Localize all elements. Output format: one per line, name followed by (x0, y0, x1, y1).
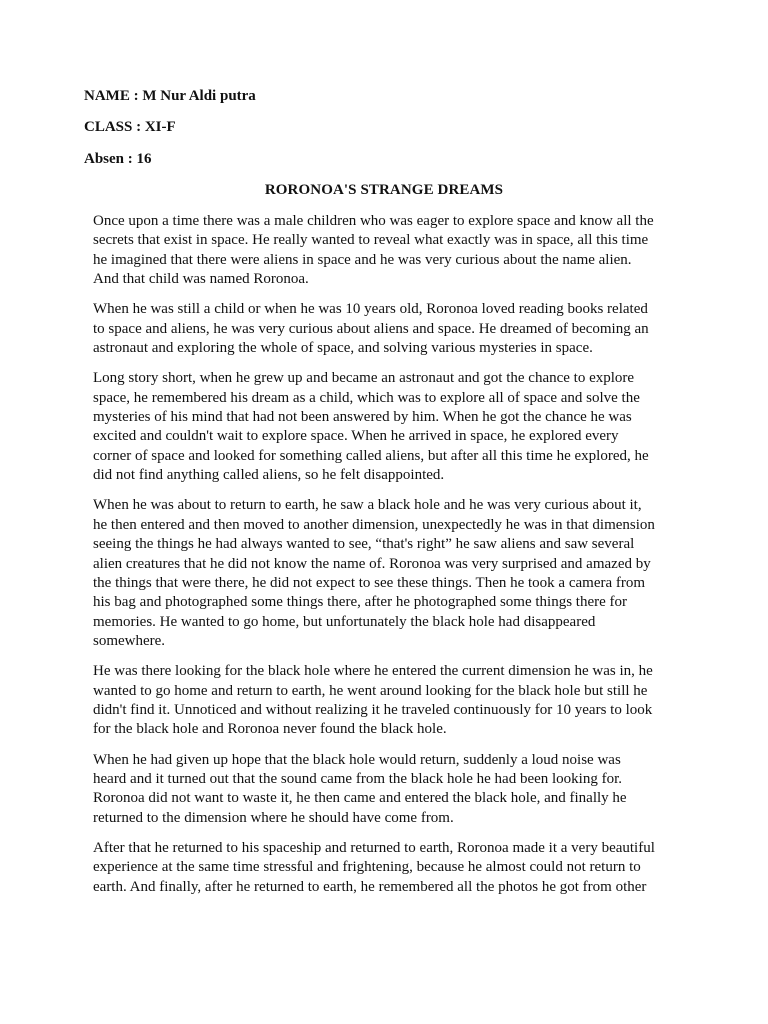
story-paragraph (93, 751, 683, 828)
paragraph-line: secrets that exist in space. He really wanted to reveal what exactly was in space, all this time (93, 232, 649, 249)
story-paragraph (93, 369, 683, 485)
paragraph-line: seeing the things he had always wanted to see, “that's right” he saw aliens and saw several (93, 536, 635, 553)
paragraph-line: And that child was named Roronoa. (93, 271, 309, 288)
student-absen: Absen : 16 (84, 151, 152, 167)
story-paragraph (93, 300, 683, 358)
story-title: RORONOA'S STRANGE DREAMS (264, 182, 504, 198)
paragraph-line: memories. He wanted to go home, but unfortunately the black hole had disappeared (93, 613, 596, 630)
story-body (93, 212, 683, 908)
story-paragraph (93, 839, 683, 897)
paragraph-line: earth. And finally, after he returned to earth, he remembered all the photos he got from other (93, 878, 647, 895)
paragraph-line: experience at the same time stressful and frightening, because he almost could not return to (93, 859, 641, 876)
paragraph-line: to space and aliens, he was very curious about aliens and space. He dreamed of becoming an (93, 320, 649, 337)
paragraph-line: When he was about to return to earth, he saw a black hole and he was very curious about it, (93, 497, 642, 514)
paragraph-line: his bag and photographed some things there, after he photographed some things there for (93, 594, 628, 611)
paragraph-line: excited and couldn't wait to explore space. When he arrived in space, he explored every (93, 428, 619, 445)
student-name: NAME : M Nur Aldi putra (84, 88, 256, 104)
paragraph-line: mysteries of his mind that had not been answered by him. When he got the chance he was (93, 409, 632, 426)
paragraph-line: he imagined that there were aliens in space and he was very curious about the name alien. (93, 251, 632, 268)
story-paragraph (93, 662, 683, 739)
paragraph-line: did not find anything called aliens, so he felt disappointed. (93, 467, 445, 484)
story-paragraph (93, 496, 683, 651)
paragraph-line: returned to the dimension where he should have come from. (93, 809, 454, 826)
paragraph-line: alien creatures that he did not know the name of. Roronoa was very surprised and amazed by (93, 555, 651, 572)
paragraph-line: wanted to go home and return to earth, he went around looking for the black hole but still he (93, 682, 648, 699)
student-class: CLASS : XI-F (84, 119, 176, 135)
paragraph-line: the things that were there, he did not expect to see these things. Then he took a camera from (93, 574, 646, 591)
paragraph-line: corner of space and looked for something called aliens, but after all this time he explored, he (93, 447, 649, 464)
paragraph-line: He was there looking for the black hole where he entered the current dimension he was in, he (93, 663, 653, 680)
paragraph-line: astronaut and exploring the whole of space, and solving various mysteries in space. (93, 340, 593, 357)
paragraph-line: Once upon a time there was a male children who was eager to explore space and know all the (93, 213, 654, 229)
paragraph-line: for the black hole and Roronoa never found the black hole. (93, 721, 447, 738)
paragraph-line: Roronoa did not want to waste it, he then came and entered the black hole, and finally he (93, 790, 627, 807)
paragraph-line: space, he remembered his dream as a child, which was to explore all of space and solve the (93, 389, 640, 406)
paragraph-line: When he had given up hope that the black hole would return, suddenly a loud noise was (93, 751, 621, 768)
paragraph-line: After that he returned to his spaceship and returned to earth, Roronoa made it a very beautiful (93, 839, 655, 856)
paragraph-line: Long story short, when he grew up and became an astronaut and got the chance to explore (93, 370, 635, 387)
paragraph-line: didn't find it. Unnoticed and without realizing it he traveled continuously for 10 years to look (93, 701, 653, 718)
paragraph-line: heard and it turned out that the sound came from the black hole he had been looking for. (93, 770, 623, 787)
paragraph-line: he then entered and then moved to another dimension, unexpectedly he was in that dimension (93, 516, 655, 533)
paragraph-line: When he was still a child or when he was 10 years old, Roronoa loved reading books related (93, 301, 648, 318)
story-paragraph (93, 212, 683, 289)
paragraph-line: somewhere. (93, 632, 166, 649)
